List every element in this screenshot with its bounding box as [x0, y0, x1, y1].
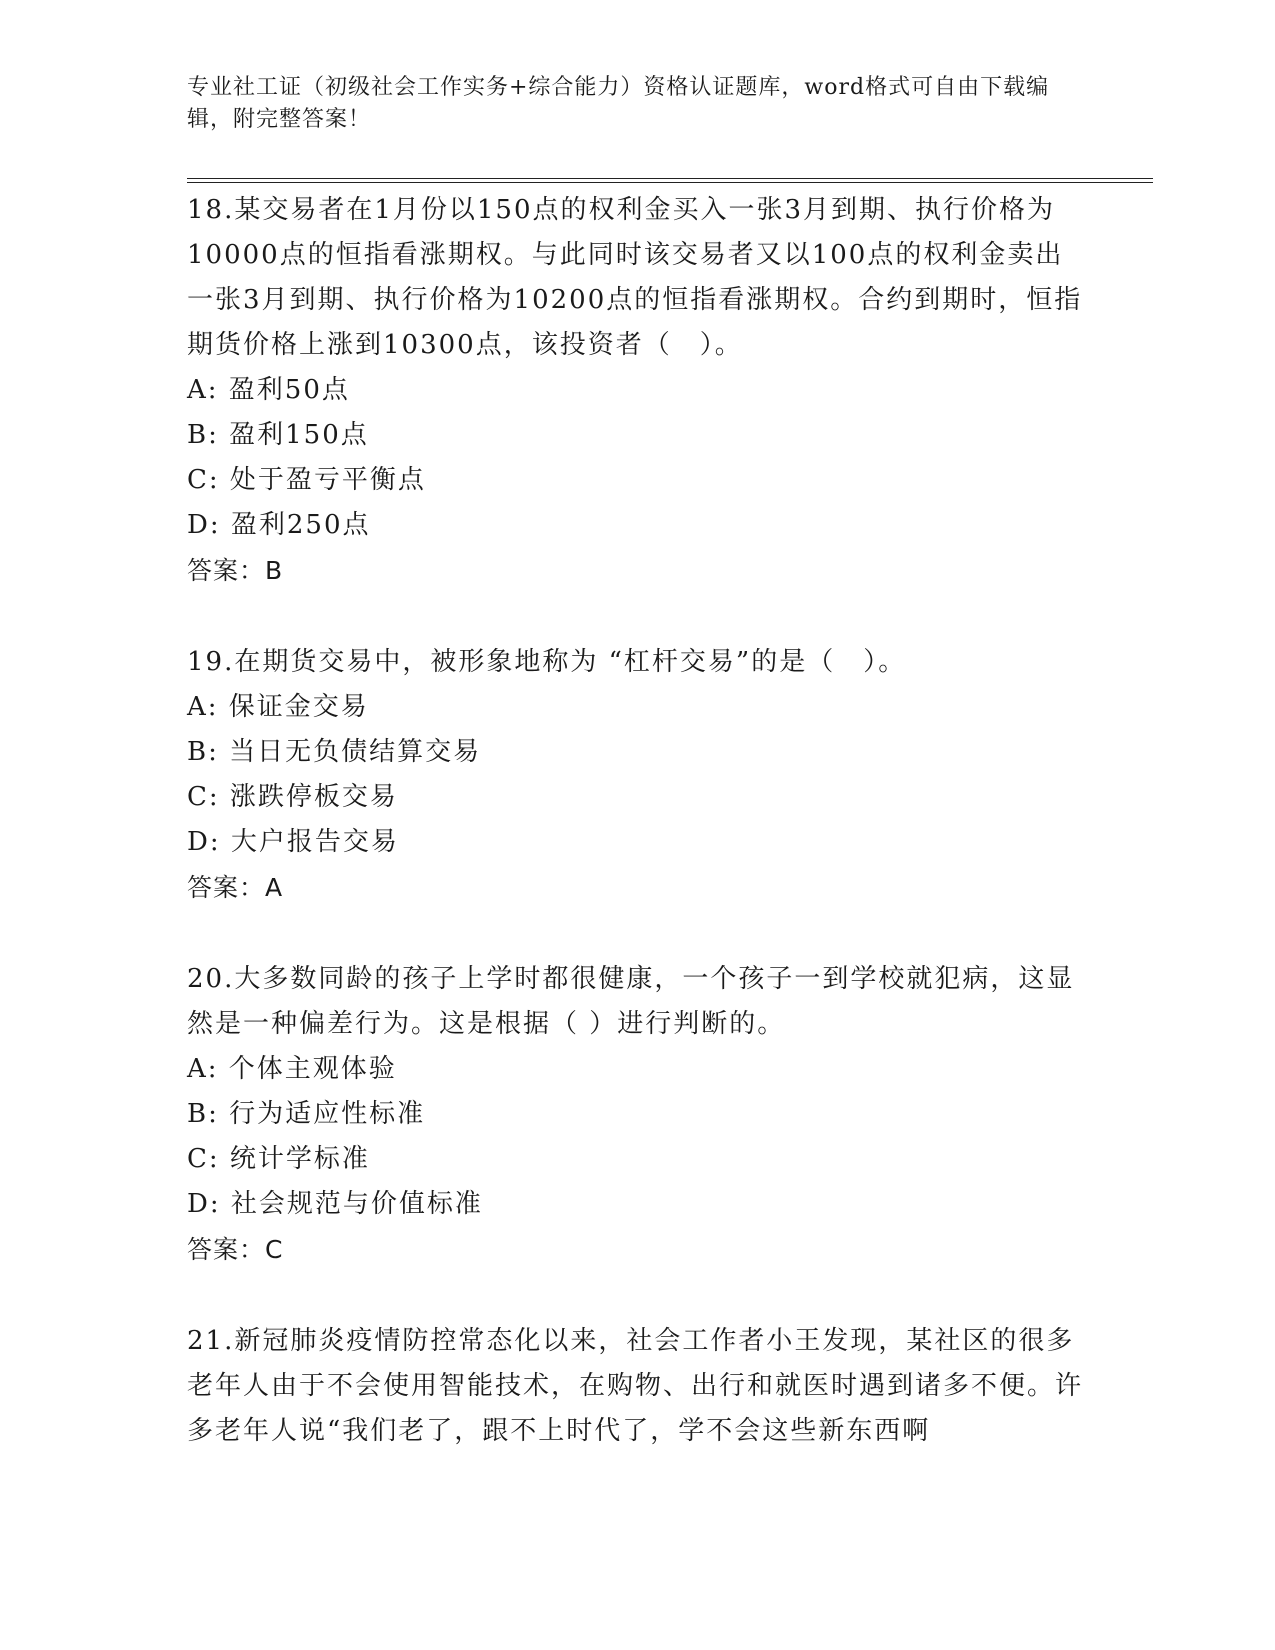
- question-stem: 18.某交易者在1月份以150点的权利金买入一张3月到期、执行价格为10000点的恒指看涨期权。与此同时该交易者又以100点的权利金卖出一张3月到期、执行价格为10200点的恒指看涨期权。合约到期时，恒指期货价格上涨到10300点，该投资者（ ）。: [187, 195, 1083, 360]
- option-a: A: 盈利50点: [187, 375, 350, 405]
- question-spacer: [187, 1272, 1087, 1319]
- question-spacer: [187, 910, 1087, 957]
- question-spacer: [187, 593, 1087, 640]
- question-stem: 21.新冠肺炎疫情防控常态化以来，社会工作者小王发现，某社区的很多老年人由于不会使用智能技术，在购物、出行和就医时遇到诸多不便。许多老年人说“我们老了，跟不上时代了，学不会这些新东西啊: [187, 1326, 1084, 1446]
- option-b: B: 当日无负债结算交易: [187, 737, 482, 767]
- question-stem: 19.在期货交易中，被形象地称为 “杠杆交易”的是（ ）。: [187, 647, 907, 677]
- option-c: C: 涨跌停板交易: [187, 782, 398, 812]
- option-a: A: 保证金交易: [187, 692, 369, 722]
- question-list: [187, 188, 1087, 1454]
- answer: 答案：C: [187, 1235, 284, 1264]
- option-d: D: 社会规范与价值标准: [187, 1189, 483, 1219]
- option-d: D: 盈利250点: [187, 510, 371, 540]
- answer: 答案：B: [187, 556, 284, 585]
- option-a: A: 个体主观体验: [187, 1054, 397, 1084]
- option-d: D: 大户报告交易: [187, 827, 399, 857]
- question-19: [187, 640, 1087, 910]
- document-header: 专业社工证（初级社会工作实务+综合能力）资格认证题库，word格式可自由下载编辑，附完整答案！: [187, 75, 1050, 132]
- question-20: [187, 957, 1087, 1272]
- answer: 答案：A: [187, 873, 284, 902]
- question-21: [187, 1319, 1087, 1454]
- option-c: C: 统计学标准: [187, 1144, 370, 1174]
- option-c: C: 处于盈亏平衡点: [187, 465, 426, 495]
- header-divider-top: [187, 178, 1153, 179]
- option-b: B: 行为适应性标准: [187, 1099, 426, 1129]
- header-divider-bottom: [187, 182, 1153, 183]
- question-18: [187, 188, 1087, 593]
- question-stem: 20.大多数同龄的孩子上学时都很健康，一个孩子一到学校就犯病，这显然是一种偏差行为。这是根据（ ）进行判断的。: [187, 964, 1075, 1039]
- option-b: B: 盈利150点: [187, 420, 369, 450]
